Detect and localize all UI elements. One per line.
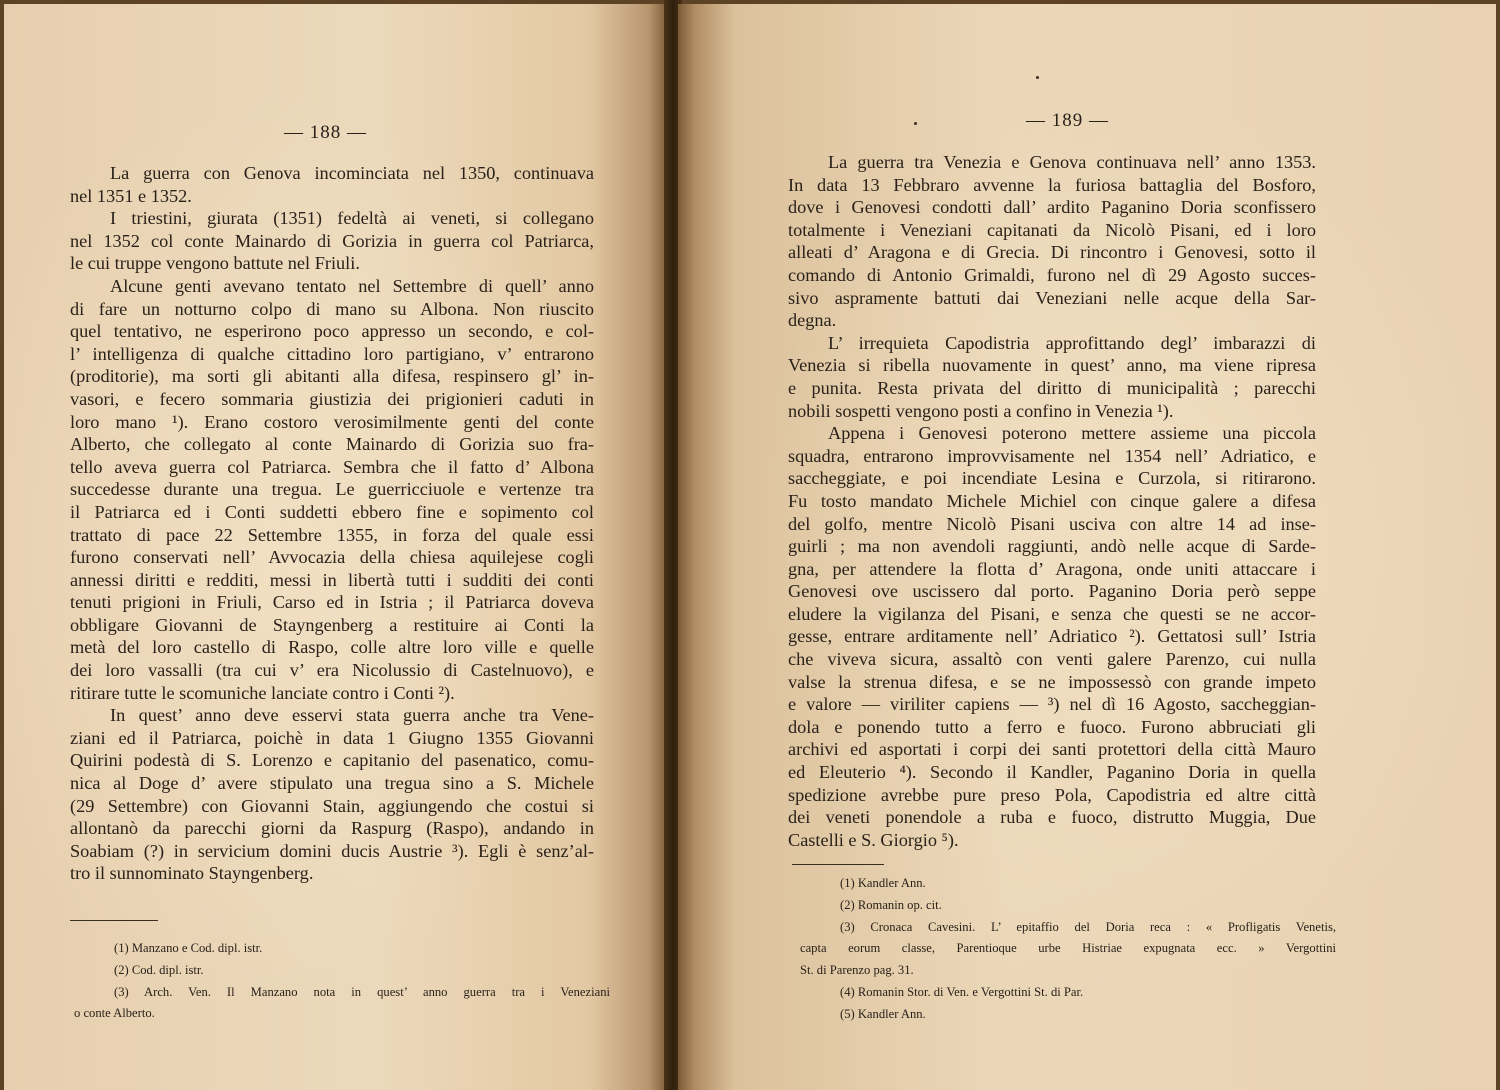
text-line: furono conservati nell’ Avvocazia della chiesa aquilejese cogli <box>70 547 594 568</box>
footnote-separator <box>792 864 884 865</box>
text-line: loro mano ¹). Erano costoro verosimilmente genti del conte <box>70 411 594 432</box>
text-line: totalmente i Veneziani capitanati da Nicolò Pisani, ed i loro <box>788 219 1316 240</box>
text-line: degna. <box>788 310 837 331</box>
text-line: (29 Settembre) con Giovanni Stain, aggiungendo che costui si <box>70 795 594 816</box>
left-page <box>4 4 668 1090</box>
speck <box>1036 76 1039 79</box>
text-line: spedizione avrebbe pure preso Pola, Capodistria ed altre città <box>788 784 1316 805</box>
text-line: obbligare Giovanni de Stayngenberg a restituire ai Conti la <box>70 614 594 635</box>
text-line: gna, per attendere la flotta d’ Aragona, onde uniti attaccare i <box>788 558 1316 579</box>
text-line: nobili sospetti vengono posti a confino in Venezia ¹). <box>788 400 1174 421</box>
speck <box>914 122 917 125</box>
footnote: o conte Alberto. <box>74 1006 155 1021</box>
text-line: vasori, e fecero sommaria giustizia dei prigionieri caduti in <box>70 388 594 409</box>
footnote: St. di Parenzo pag. 31. <box>800 963 914 978</box>
text-line: nel 1352 col conte Mainardo di Gorizia in guerra col Patriarca, <box>70 230 594 251</box>
footnote: capta eorum classe, Parentioque urbe Histriae expugnata ecc. » Vergottini <box>800 941 1336 956</box>
text-line: tro il sunnominato Stayngenberg. <box>70 863 314 884</box>
text-line: Alberto, che collegato al conte Mainardo di Gorizia suo fra- <box>70 434 594 455</box>
body-text <box>788 151 1316 851</box>
text-line: In quest’ anno deve esservi stata guerra anche tra Vene- <box>110 705 594 726</box>
text-line: dei loro vassalli (tra cui v’ era Nicolussio di Castelnuovo), e <box>70 660 594 681</box>
text-line: archivi ed asportati i corpi dei santi protettori della città Mauro <box>788 739 1316 760</box>
text-line: le cui truppe vengono battute nel Friuli. <box>70 253 360 274</box>
text-line: quel tentativo, ne esperirono poco appresso un secondo, e col- <box>70 321 594 342</box>
text-line: I triestini, giurata (1351) fedeltà ai veneti, si collegano <box>110 208 594 229</box>
text-line: squadra, entrarono improvvisamente nel 1354 nell’ Adriatico, e <box>788 445 1316 466</box>
text-line: metà del loro castello di Raspo, colle altre loro ville e quelle <box>70 637 594 658</box>
footnote: (1) Kandler Ann. <box>840 876 926 890</box>
footnote-separator <box>70 920 158 921</box>
text-line: ed Eleuterio ⁴). Secondo il Kandler, Paganino Doria in quella <box>788 762 1316 783</box>
text-line: guirli ; ma non avendoli raggiunti, andò nelle acque di Sarde- <box>788 536 1316 557</box>
text-line: tenuti prigioni in Friuli, Carso ed in Istria ; il Patriarca doveva <box>70 592 594 613</box>
text-line: Soabiam (?) in servicium domini ducis Austrie ³). Egli è senz’al- <box>70 840 594 861</box>
text-line: Castelli e S. Giorgio ⁵). <box>788 829 959 850</box>
text-line: succedesse durante una tregua. Le guerricciuole e vertenze tra <box>70 479 594 500</box>
page-number: — 189 — <box>1026 110 1109 131</box>
text-line: alleati d’ Aragona e di Grecia. Di rincontro i Genovesi, sotto il <box>788 242 1316 263</box>
text-line: nel 1351 e 1352. <box>70 185 192 206</box>
body-text <box>70 162 594 885</box>
text-line: (proditorie), ma sorti gli abitanti alla difesa, respinsero gl’ in- <box>70 366 594 387</box>
footnote: (2) Cod. dipl. istr. <box>114 962 204 977</box>
text-line: nica al Doge d’ avere stipulato una tregua sino a S. Michele <box>70 773 594 794</box>
text-line: dei veneti ponendole a ruba e fuoco, distrutto Muggia, Due <box>788 807 1316 828</box>
text-line: annessi diritti e redditi, messi in libertà tutti i sudditi dei conti <box>70 569 594 590</box>
text-line: Quirini podestà di S. Lorenzo e capitanio del pasenatico, comu- <box>70 750 594 771</box>
text-line: valse la strenua difesa, e se ne impossessò con grande impeto <box>788 671 1316 692</box>
text-line: il Patriarca ed i Conti suddetti ebbero fine e sopimento col <box>70 501 594 522</box>
text-line: Venezia si ribella nuovamente in quest’ anno, ma viene ripresa <box>788 355 1316 376</box>
text-line: che viveva sicura, assaltò con venti galere Parenzo, cui nulla <box>788 649 1316 670</box>
text-line: saccheggiate, e poi incendiate Lesina e Curzola, si ritirarono. <box>788 468 1316 489</box>
text-line: Alcune genti avevano tentato nel Settembre di quell’ anno <box>110 275 594 296</box>
footnote: (3) Arch. Ven. Il Manzano nota in quest’ anno guerra tra i Veneziani <box>114 984 610 999</box>
text-line: Fu tosto mandato Michele Michiel con cinque galere a difesa <box>788 490 1316 511</box>
text-line: dove i Genovesi condotti dall’ ardito Paganino Doria sconfissero <box>788 197 1316 218</box>
text-line: ritirare tutte le scomuniche lanciate contro i Conti ²). <box>70 682 455 703</box>
text-line: La guerra con Genova incominciata nel 1350, continuava <box>110 163 594 183</box>
text-line: del golfo, mentre Nicolò Pisani usciva con altre 14 ad inse- <box>788 513 1316 534</box>
footnote: (4) Romanin Stor. di Ven. e Vergottini St. di Par. <box>840 984 1084 999</box>
text-line: L’ irrequieta Capodistria approfittando degl’ imbarazzi di <box>828 332 1316 353</box>
footnote: (3) Cronaca Cavesini. L’ epitaffio del Doria reca : « Profligatis Venetis, <box>840 919 1336 934</box>
text-line: ziani ed il Patriarca, poichè in data 1 Giugno 1355 Giovanni <box>70 727 594 748</box>
text-line: e valore — viriliter capiens — ³) nel dì 16 Agosto, saccheggian- <box>788 694 1316 715</box>
footnote: (1) Manzano e Cod. dipl. istr. <box>114 941 263 955</box>
right-page <box>678 4 1496 1090</box>
text-line: Genovesi ove uscissero dal porto. Paganino Doria però seppe <box>788 581 1316 602</box>
text-line: trattato di pace 22 Settembre 1355, in forza del quale essi <box>70 524 594 545</box>
text-line: La guerra tra Venezia e Genova continuava nell’ anno 1353. <box>828 152 1316 172</box>
text-line: di fare un notturno colpo di mano su Albona. Non riuscito <box>70 298 594 319</box>
text-line: sivo aspramente battuti dai Veneziani nelle acque della Sar- <box>788 287 1316 308</box>
text-line: dola e ponendo tutto a ferro e fuoco. Furono abbruciati gli <box>788 716 1316 737</box>
text-line: In data 13 Febbraro avvenne la furiosa battaglia del Bosforo, <box>788 174 1316 195</box>
footnotes <box>74 938 610 1025</box>
text-line: Appena i Genovesi poterono mettere assieme una piccola <box>828 423 1316 444</box>
text-line: gesse, entrare arditamente nell’ Adriatico ²). Gettatosi sull’ Istria <box>788 626 1316 647</box>
text-line: tello aveva guerra col Patriarca. Sembra che il fatto d’ Albona <box>70 456 594 477</box>
text-line: l’ intelligenza di qualche cittadino loro partigiano, v’ entrarono <box>70 343 594 364</box>
text-line: e punita. Resta privata del diritto di municipalità ; parecchi <box>788 377 1316 398</box>
text-line: eludere la vigilanza del Pisani, e senza che questi se ne accor- <box>788 603 1316 624</box>
footnote: (5) Kandler Ann. <box>840 1006 926 1021</box>
footnote: (2) Romanin op. cit. <box>840 897 942 912</box>
text-line: comando di Antonio Grimaldi, furono nel dì 29 Agosto succes- <box>788 264 1316 285</box>
page-number: — 188 — <box>284 122 367 143</box>
footnotes <box>800 873 1336 1026</box>
text-line: allontanò da parecchi giorni da Raspurg (Raspo), andando in <box>70 818 594 839</box>
